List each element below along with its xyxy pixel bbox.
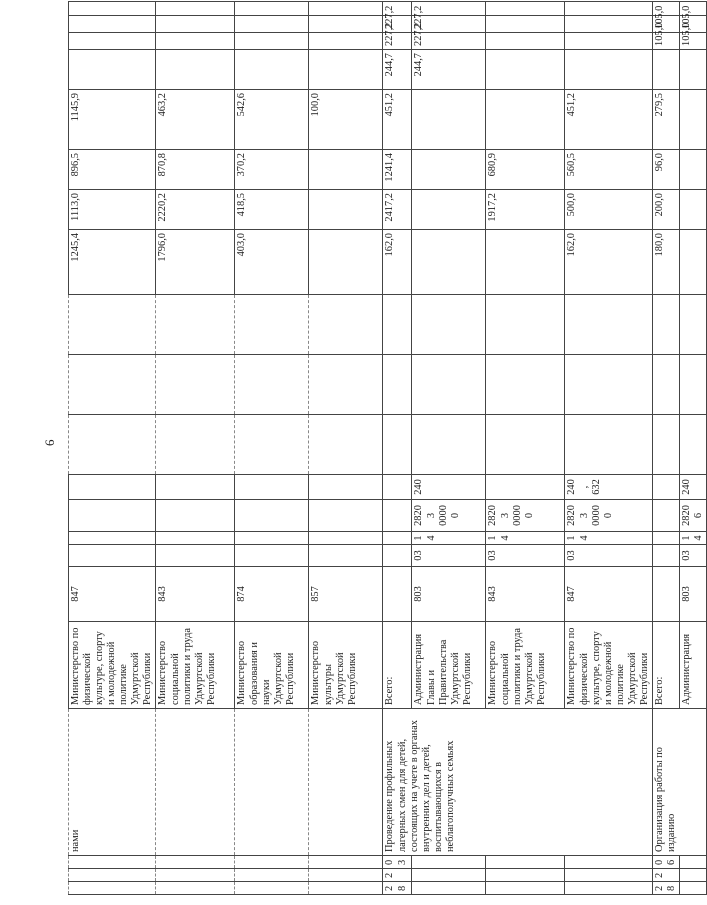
value-cell: 1113,0 [69,190,156,230]
value-cell: 162,0 [383,230,412,295]
value-cell: 96,0 [652,150,679,190]
org-cell: Администрация Главы и Правительства Удмуртской Республики [412,622,486,709]
num-cell-empty [156,869,235,882]
org-cell: Министерство по физической культуре, спорту и молодежной политике Удмуртской Республики [565,622,652,709]
value-cell [680,90,707,150]
num-cell-empty [156,882,235,895]
code-cell [652,567,679,622]
vr-cell: 240 [680,475,707,500]
num-cell-empty [309,882,383,895]
value-cell [69,355,156,415]
value-cell [412,90,486,150]
value-cell [235,50,309,90]
value-cell: 100,0 [309,90,383,150]
value-cell: 1796,0 [156,230,235,295]
value-cell [156,33,235,50]
target-cell: 28206 [680,500,707,532]
value-cell [412,415,486,475]
table-row [652,2,679,895]
value-cell [565,295,652,355]
org-cell: Министерство культуры Удмуртской Республики [309,622,383,709]
target-cell [156,500,235,532]
value-cell: 403,0 [235,230,309,295]
value-cell [565,16,652,33]
num-cell-empty [235,856,309,869]
value-cell [156,295,235,355]
num-cell-empty [486,869,565,882]
measure-cell-empty [235,709,309,856]
value-cell: 451,2 [383,90,412,150]
org-cell: Министерство социальной политики и труда Удмуртской Республики [156,622,235,709]
num-cell-empty [412,882,486,895]
section-cell [383,545,412,567]
num-cell-empty [486,882,565,895]
num-cell-empty [486,856,565,869]
value-cell [486,16,565,33]
value-cell [680,190,707,230]
code-cell: 843 [486,567,565,622]
value-cell: 105,0 [680,33,707,50]
value-cell [652,355,679,415]
value-cell: 105,0 [652,16,679,33]
value-cell: 451,2 [565,90,652,150]
section-cell: 03 [412,545,486,567]
vr-cell [652,475,679,500]
subsection-cell: 14 [680,532,707,545]
num-cell-empty [69,869,156,882]
code-cell: 857 [309,567,383,622]
value-cell [486,355,565,415]
section-cell [652,545,679,567]
value-cell [156,50,235,90]
subsection-cell [383,532,412,545]
value-cell [69,295,156,355]
num-cell-empty [69,882,156,895]
value-cell [69,2,156,16]
page-number: 6 [42,439,57,446]
value-cell: 227,2 [383,16,412,33]
section-cell [69,545,156,567]
value-cell [680,295,707,355]
subsection-cell [309,532,383,545]
value-cell [309,33,383,50]
value-cell: 227,2 [412,33,486,50]
num-cell: 03 [383,856,412,869]
table-row [69,2,156,895]
value-cell [309,150,383,190]
value-cell: 870,8 [156,150,235,190]
code-cell: 803 [412,567,486,622]
value-cell [69,16,156,33]
value-cell [680,150,707,190]
subsection-cell [235,532,309,545]
measure-cell: Проведение профильных лагерных смен для детей, состоящих на учете в органах внутренних дел и детей, воспитывающихся в неблагополучных семьях [383,709,652,856]
value-cell [309,190,383,230]
target-cell [69,500,156,532]
value-cell [680,230,707,295]
value-cell [383,415,412,475]
table-row [156,2,235,895]
value-cell [412,230,486,295]
code-cell [383,567,412,622]
num-cell-empty [680,856,707,869]
subsection-cell [652,532,679,545]
value-cell [235,16,309,33]
value-cell: 2220,2 [156,190,235,230]
vr-cell [69,475,156,500]
code-cell: 803 [680,567,707,622]
table-row [309,2,383,895]
value-cell: 227,2 [383,33,412,50]
value-cell [680,355,707,415]
value-cell [486,2,565,16]
num-cell-empty [565,869,652,882]
value-cell [680,50,707,90]
value-cell [565,415,652,475]
table-row [383,2,412,895]
value-cell [235,2,309,16]
value-cell [309,50,383,90]
section-cell: 03 [486,545,565,567]
subsection-cell: 14 [486,532,565,545]
value-cell [235,355,309,415]
num-cell: 28 [383,882,412,895]
section-cell [156,545,235,567]
value-cell [565,2,652,16]
section-cell: 03 [680,545,707,567]
code-cell: 847 [565,567,652,622]
num-cell-empty [69,856,156,869]
num-cell: 28 [652,882,679,895]
value-cell: 162,0 [565,230,652,295]
value-cell [309,415,383,475]
target-cell [383,500,412,532]
value-cell [69,50,156,90]
vr-cell [383,475,412,500]
value-cell [156,355,235,415]
subsection-cell: 14 [565,532,652,545]
value-cell [652,50,679,90]
value-cell [652,415,679,475]
value-cell: 896,5 [69,150,156,190]
value-cell [486,415,565,475]
value-cell [156,16,235,33]
subsection-cell [69,532,156,545]
vr-cell [235,475,309,500]
value-cell [309,230,383,295]
vr-cell [156,475,235,500]
value-cell: 279,5 [652,90,679,150]
value-cell [486,50,565,90]
vr-cell [486,475,565,500]
value-cell [235,415,309,475]
value-cell [309,355,383,415]
subsection-cell: 14 [412,532,486,545]
value-cell [652,295,679,355]
subsection-cell [156,532,235,545]
value-cell: 680,9 [486,150,565,190]
num-cell-empty [156,856,235,869]
value-cell: 227,2 [412,16,486,33]
org-cell: Всего: [383,622,412,709]
org-cell: Министерство по физической культуре, спорту и молодежной политике Удмуртской Республики [69,622,156,709]
value-cell [309,295,383,355]
org-cell: Министерство образования и науки Удмуртской Республики [235,622,309,709]
value-cell: 244,7 [383,50,412,90]
code-cell: 847 [69,567,156,622]
code-cell: 843 [156,567,235,622]
budget-table [68,1,707,895]
value-cell: 1245,4 [69,230,156,295]
value-cell: 244,7 [412,50,486,90]
value-cell [309,2,383,16]
vr-cell [309,475,383,500]
section-cell: 03 [565,545,652,567]
value-cell [156,2,235,16]
measure-cell-empty [156,709,235,856]
value-cell [235,295,309,355]
value-cell: 542,6 [235,90,309,150]
num-cell: 06 [652,856,679,869]
value-cell [412,355,486,415]
value-cell [486,230,565,295]
target-cell: 28203 00000 [565,500,652,532]
budget-table-rotated [68,5,705,895]
num-cell-empty [309,856,383,869]
value-cell [565,50,652,90]
value-cell [412,150,486,190]
value-cell: 370,2 [235,150,309,190]
value-cell: 1917,2 [486,190,565,230]
code-cell: 874 [235,567,309,622]
value-cell: 180,0 [652,230,679,295]
num-cell-empty [412,856,486,869]
value-cell [486,33,565,50]
value-cell [309,16,383,33]
target-cell [309,500,383,532]
value-cell [69,415,156,475]
value-cell [383,355,412,415]
value-cell: 1145,9 [69,90,156,150]
value-cell: 560,5 [565,150,652,190]
measure-cell-empty [309,709,383,856]
value-cell [235,33,309,50]
num-cell: 2 [652,869,679,882]
num-cell-empty [680,869,707,882]
measure-cell: Организация работы по изданию [652,709,706,856]
value-cell: 1241,4 [383,150,412,190]
target-cell: 28203 00000 [412,500,486,532]
org-cell: Администрация [680,622,707,709]
num-cell-empty [565,882,652,895]
value-cell: 105,0 [652,33,679,50]
table-row [235,2,309,895]
value-cell [69,33,156,50]
value-cell [383,295,412,355]
value-cell [486,295,565,355]
num-cell-empty [235,869,309,882]
value-cell: 500,0 [565,190,652,230]
value-cell [680,415,707,475]
value-cell [156,415,235,475]
value-cell: 105,0 [680,16,707,33]
value-cell [565,33,652,50]
num-cell-empty [680,882,707,895]
value-cell [486,90,565,150]
num-cell-empty [412,869,486,882]
section-cell [309,545,383,567]
target-cell: 28203 00000 [486,500,565,532]
target-cell [652,500,679,532]
value-cell: 200,0 [652,190,679,230]
value-cell [412,295,486,355]
section-cell [235,545,309,567]
num-cell-empty [309,869,383,882]
value-cell: 2417,2 [383,190,412,230]
num-cell-empty [565,856,652,869]
value-cell: 418,5 [235,190,309,230]
measure-cont-cell: нами [69,709,156,856]
vr-cell: 240, 632 [565,475,652,500]
num-cell: 2 [383,869,412,882]
org-cell: Министерство социальной политики и труда Удмуртской Республики [486,622,565,709]
value-cell: 463,2 [156,90,235,150]
num-cell-empty [235,882,309,895]
vr-cell: 240 [412,475,486,500]
value-cell [412,190,486,230]
value-cell [565,355,652,415]
target-cell [235,500,309,532]
org-cell: Всего: [652,622,679,709]
